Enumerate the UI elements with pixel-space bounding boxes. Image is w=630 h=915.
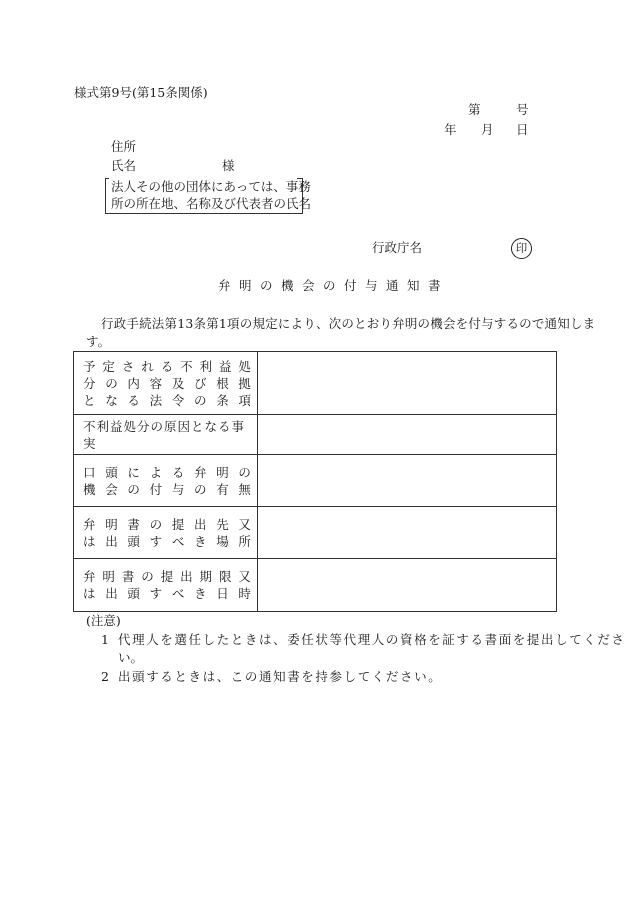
label-char: の [194,481,207,497]
label-char: 頭 [105,464,118,480]
label-char: の [149,516,163,532]
label-char: 書 [127,516,140,532]
row-value[interactable] [258,455,557,507]
label-char: 出 [105,586,118,601]
agency-label: 行政庁名 [372,240,423,255]
doc-number-prefix: 第 [468,102,481,117]
label-char: に [127,464,140,480]
date-day: 日 [516,122,529,137]
label-char: 先 [216,516,229,532]
label-char: き [194,586,207,601]
label-char: 口 [83,464,96,480]
body-text-line1: 行政手続法第13条第1項の規定により、次のとおり弁明の機会を付与するので通知しま [101,316,596,331]
label-char: な [105,392,118,408]
label-char: の [105,375,118,391]
table-row [74,415,557,455]
label-char: 場 [216,533,229,549]
row-label-line [83,375,251,392]
label-char: き [194,533,207,549]
label-char: 明 [105,516,118,532]
label-char: と [83,392,96,408]
label-char: す [149,586,163,601]
label-char: び [194,375,207,391]
seal-mark: 印 [511,238,532,259]
bracket-mask-bottom [109,211,297,213]
label-char: る [160,358,174,374]
label-char: の [141,569,154,584]
label-char: の [194,392,207,408]
label-char: る [171,464,185,480]
label-char: 不 [180,358,193,374]
row-label-line: 不利益処分の原因となる事実 [83,418,246,451]
row-value[interactable] [258,352,557,415]
label-char: 書 [121,569,135,584]
name-label: 氏名 [111,158,137,173]
label-char: 頭 [127,586,140,601]
label-char: 時 [238,586,251,601]
honorific: 様 [222,158,235,173]
label-char: 定 [102,358,115,374]
row-label [74,507,258,559]
row-label [74,559,258,612]
row-label-line [83,568,251,585]
label-char: 出 [194,516,207,532]
label-char: 根 [216,375,229,391]
label-char: 弁 [83,516,96,532]
row-label-line [83,516,251,533]
table-row [74,455,557,507]
label-char: 提 [160,569,174,584]
row-label-line [83,392,251,409]
label-char: 付 [149,481,163,497]
note-2-line1: 出頭するときは、この通知書を持参してください。 [118,669,443,684]
label-char: 又 [238,569,251,584]
label-char: 与 [171,481,185,497]
note-1-number: 1 [101,632,109,647]
label-char: 限 [218,569,232,584]
row-label-line [83,585,251,602]
label-char: 及 [171,375,185,391]
label-char: 頭 [127,533,140,549]
label-char: べ [171,586,185,601]
form-number: 様式第9号(第15条関係) [74,85,208,100]
doc-number-suffix: 号 [516,102,529,117]
label-char: の [127,481,140,497]
label-char: の [238,464,251,480]
body-text-line2: す。 [86,334,111,349]
label-char: 出 [105,533,118,549]
label-char: 内 [127,375,140,391]
label-char: 分 [83,375,96,391]
address-label: 住所 [111,139,137,154]
date-year: 年 [444,122,457,137]
row-label [74,352,258,415]
recipient-note-line2: 所の所在地、名称及び代表者の氏名 [111,196,312,211]
label-char: 無 [238,481,251,497]
label-char: 機 [83,481,96,497]
label-char: 利 [199,358,213,374]
label-char: 弁 [83,569,96,584]
label-char: 処 [238,358,251,374]
label-char: 項 [238,392,251,408]
label-char: 有 [216,481,229,497]
label-char: べ [171,533,185,549]
label-char: 提 [171,516,185,532]
label-char: 令 [171,392,185,408]
label-char: は [83,586,96,601]
label-char: 容 [149,375,163,391]
row-value[interactable] [258,507,557,559]
notes-heading: (注意) [86,613,121,628]
label-char: 益 [218,358,232,374]
date-month: 月 [481,122,494,137]
label-char: 日 [216,586,229,601]
label-char: 拠 [238,375,251,391]
label-char: 明 [102,569,115,584]
table-row [74,559,557,612]
label-char: 明 [216,464,229,480]
label-char: 又 [238,516,251,532]
label-char: 弁 [194,464,207,480]
row-value[interactable] [258,415,557,455]
label-char: す [149,533,163,549]
table-row [74,352,557,415]
label-char: れ [141,358,154,374]
label-char: 法 [149,392,163,408]
row-label-line [83,358,251,375]
note-1-line1: 代理人を選任したときは、委任状等代理人の資格を証する書面を提出してくださ [118,632,626,647]
recipient-note-line1: 法人その他の団体にあっては、事務 [111,179,311,194]
label-char: る [127,392,140,408]
note-1-line2: い。 [118,650,144,665]
row-label-line [83,481,251,498]
row-label [74,455,258,507]
label-char: 所 [238,533,251,549]
label-char: さ [121,358,135,374]
notice-table [73,351,557,612]
label-char: よ [149,464,163,480]
label-char: 条 [216,392,229,408]
table-row [74,507,557,559]
row-label [74,415,258,455]
label-char: 期 [199,569,213,584]
label-char: は [83,533,96,549]
row-label-line [83,533,251,550]
label-char: 会 [105,481,118,497]
document-title: 弁明の機会の付与通知書 [218,278,450,293]
note-2-number: 2 [101,669,109,684]
label-char: 出 [180,569,193,584]
label-char: 予 [83,358,96,374]
row-value[interactable] [258,559,557,612]
row-label-line [83,464,251,481]
